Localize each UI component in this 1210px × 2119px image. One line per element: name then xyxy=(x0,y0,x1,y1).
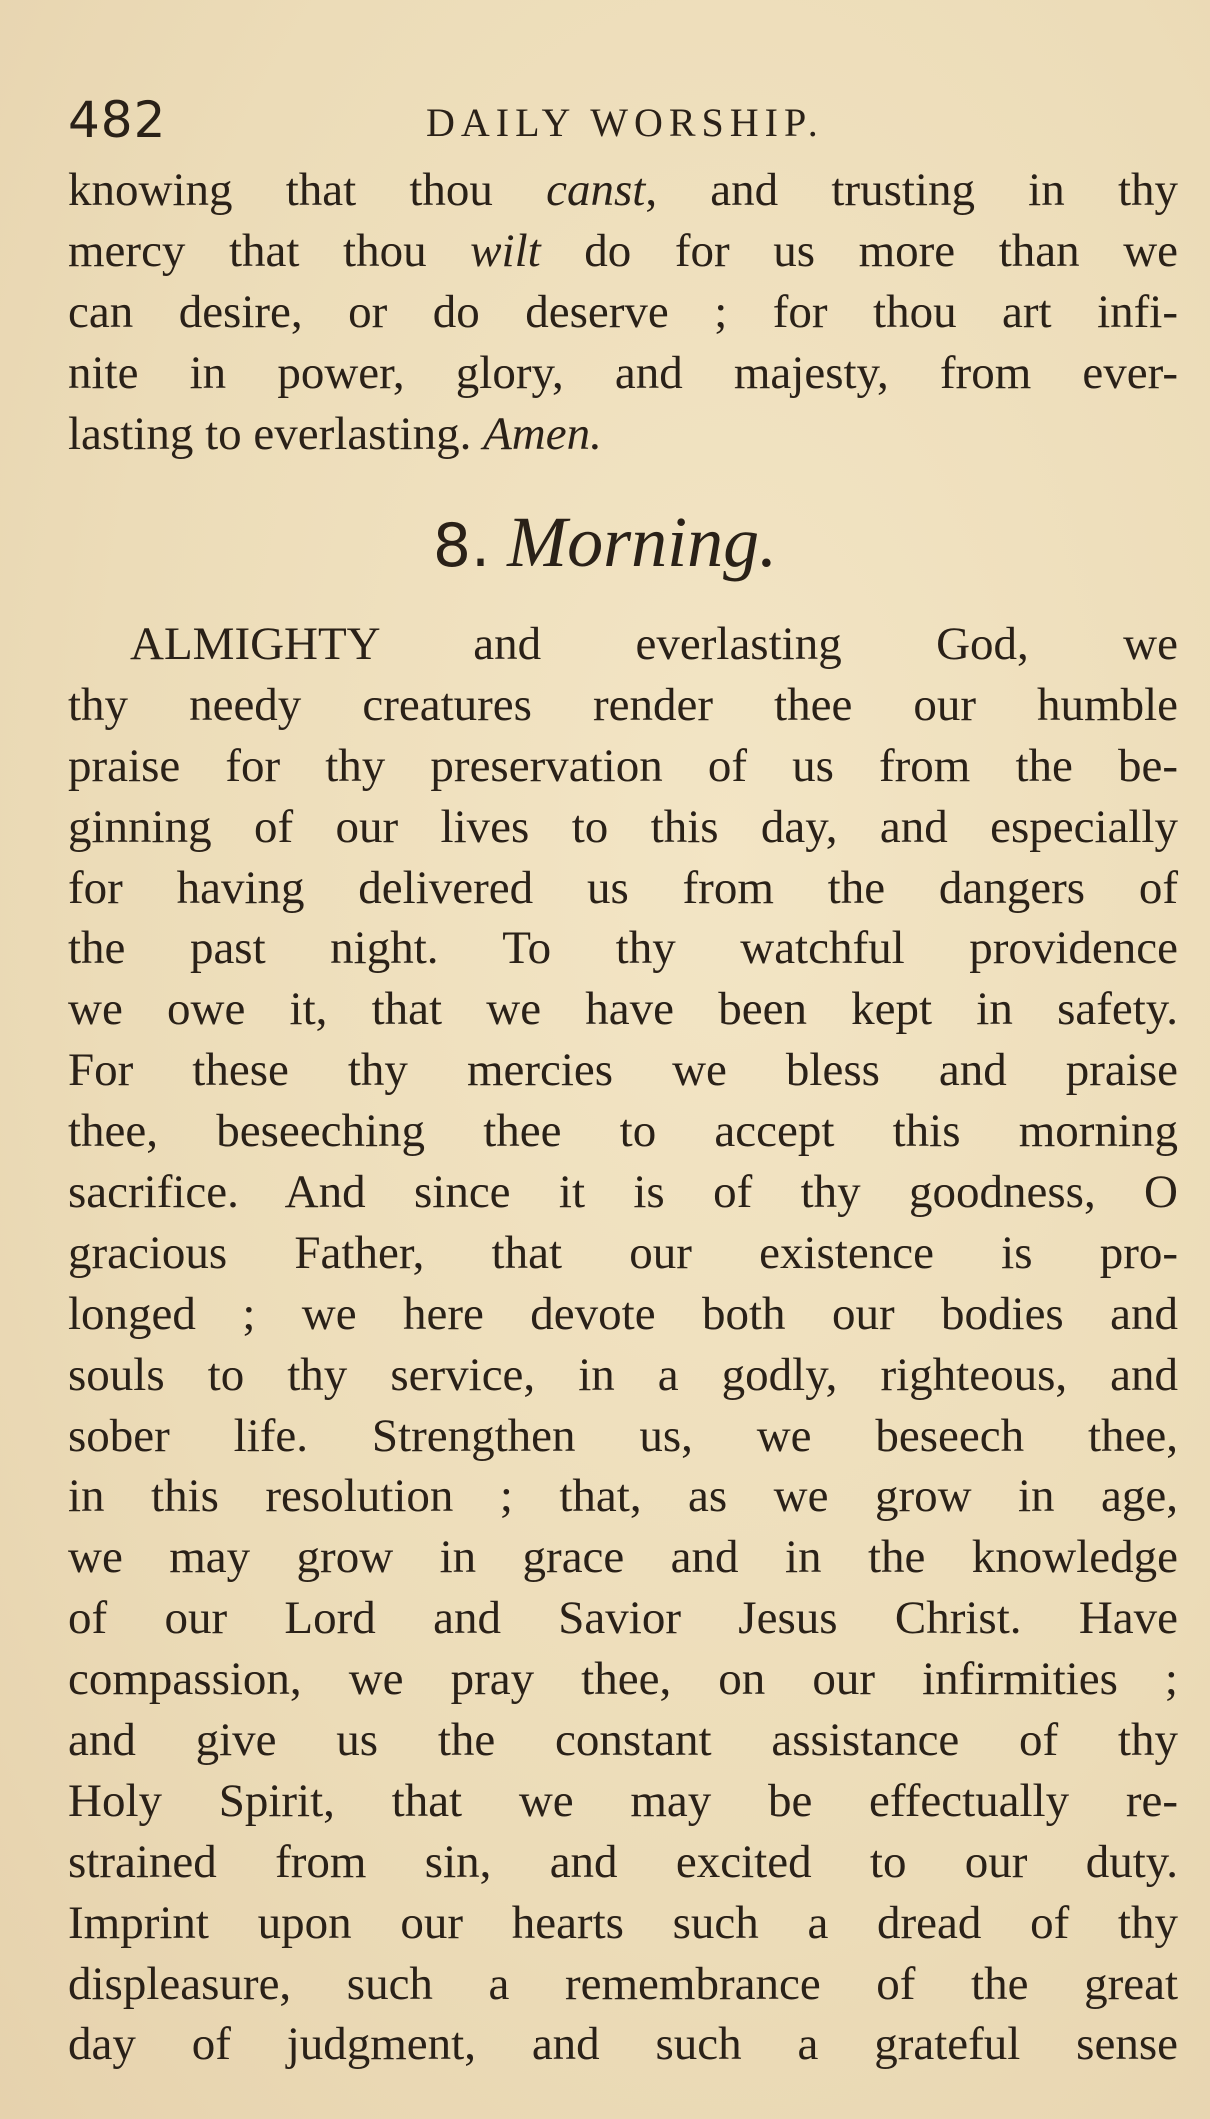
text-line: the past night. To thy watchful providence xyxy=(68,922,1178,975)
text-line: sacrifice. And since it is of thy goodness, O xyxy=(68,1166,1178,1219)
text-line: ALMIGHTY and everlasting God, we xyxy=(130,618,1178,670)
text-line: gracious Father, that our existence is pro- xyxy=(68,1226,1178,1279)
text-line: we owe it, that we have been kept in safety. xyxy=(68,983,1178,1036)
text-line: for having delivered us from the dangers of xyxy=(68,861,1178,914)
text-line: Holy Spirit, that we may be effectually re- xyxy=(68,1774,1178,1827)
text-line: thee, beseeching thee to accept this morning xyxy=(68,1105,1178,1158)
text-line: knowing that thou canst, and trusting in thy xyxy=(68,164,1178,216)
text-line: can desire, or do deserve ; for thou art infi- xyxy=(68,285,1178,338)
running-head xyxy=(68,90,1178,150)
main-paragraph xyxy=(68,614,1178,2075)
section-title: Morning. xyxy=(507,502,778,582)
text-line: longed ; we here devote both our bodies and xyxy=(68,1287,1178,1340)
text-line: praise for thy preservation of us from the be- xyxy=(68,739,1178,792)
text-line: thy needy creatures render thee our humble xyxy=(68,678,1178,731)
text-line: For these thy mercies we bless and praise xyxy=(68,1044,1178,1097)
text-line: in this resolution ; that, as we grow in age, xyxy=(68,1470,1178,1523)
text-line: sober life. Strengthen us, we beseech thee, xyxy=(68,1409,1178,1462)
section-number: 8. xyxy=(432,511,491,581)
section-heading xyxy=(0,500,1210,588)
text-line: we may grow in grace and in the knowledge xyxy=(68,1531,1178,1584)
text-line: souls to thy service, in a godly, righteous, and xyxy=(68,1348,1178,1401)
text-line: day of judgment, and such a grateful sense xyxy=(68,2018,1178,2071)
text-line: and give us the constant assistance of thy xyxy=(68,1714,1178,1767)
running-title: DAILY WORSHIP. xyxy=(426,100,824,145)
text-line: ginning of our lives to this day, and especially xyxy=(68,800,1178,853)
text-line: compassion, we pray thee, on our infirmities ; xyxy=(68,1653,1178,1706)
prev-paragraph xyxy=(68,160,1178,464)
text-line: of our Lord and Savior Jesus Christ. Have xyxy=(68,1592,1178,1645)
text-line: Imprint upon our hearts such a dread of thy xyxy=(68,1896,1178,1949)
page-number: 482 xyxy=(68,91,167,149)
text-line: displeasure, such a remembrance of the great xyxy=(68,1957,1178,2010)
text-line: lasting to everlasting. Amen. xyxy=(68,407,602,460)
text-line: nite in power, glory, and majesty, from ever- xyxy=(68,346,1178,399)
text-line: strained from sin, and excited to our duty. xyxy=(68,1835,1178,1888)
text-line: mercy that thou wilt do for us more than we xyxy=(68,224,1178,277)
